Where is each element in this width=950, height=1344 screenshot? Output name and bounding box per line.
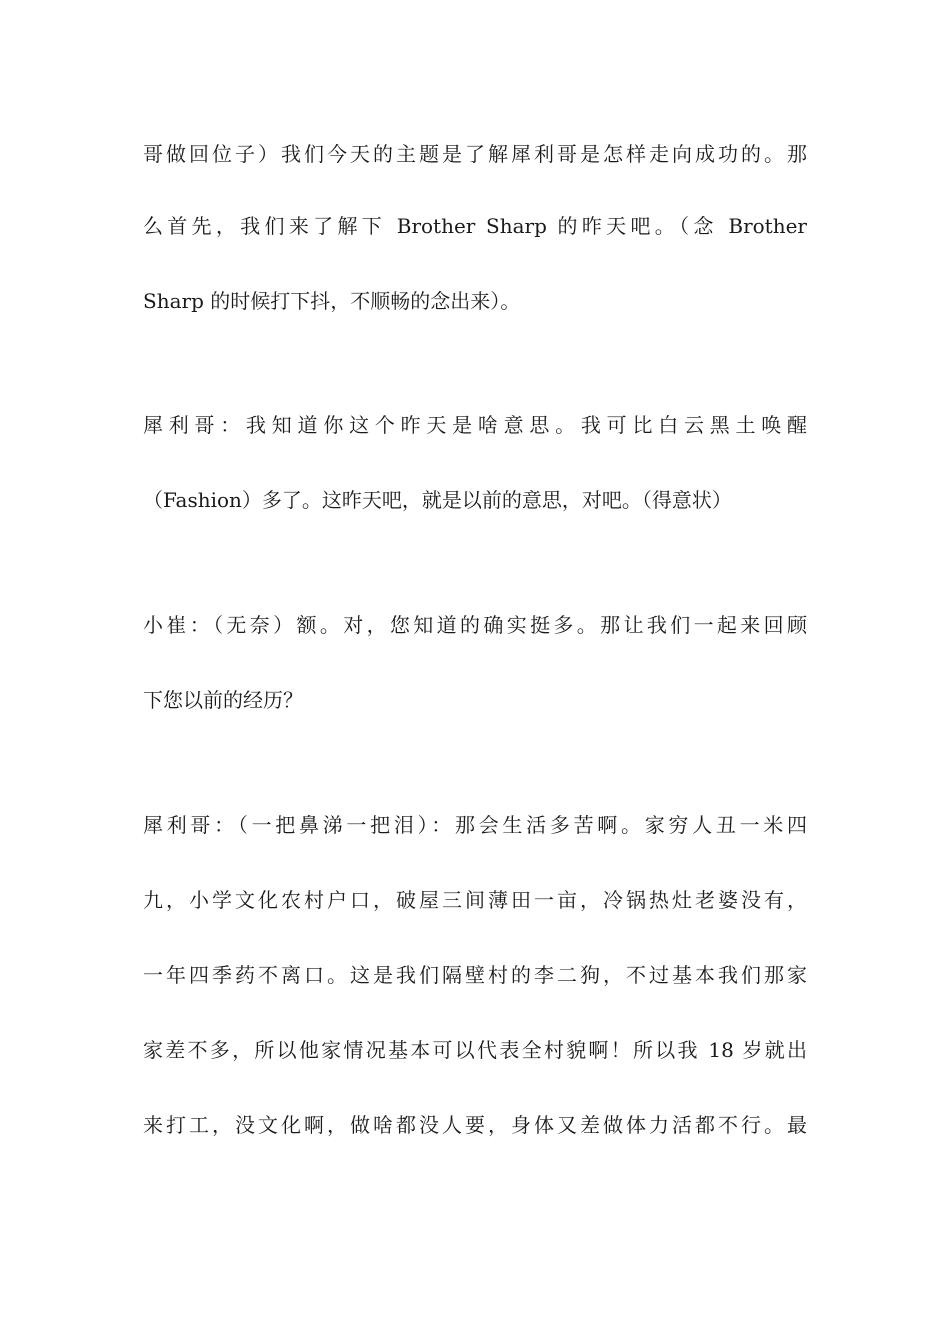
paragraph-2-line-1: 犀利哥：我知道你这个昨天是啥意思。我可比白云黑土唤醒 bbox=[143, 413, 807, 437]
paragraph-2-line-2: （Fashion）多了。这昨天吧，就是以前的意思，对吧。（得意状） bbox=[143, 488, 732, 512]
paragraph-3-line-2: 下您以前的经历？ bbox=[143, 688, 303, 712]
paragraph-4-line-1: 犀利哥：（一把鼻涕一把泪）：那会生活多苦啊。家穷人丑一米四 bbox=[143, 813, 807, 837]
paragraph-4-line-4: 家差不多，所以他家情况基本可以代表全村貌啊！所以我 18 岁就出 bbox=[143, 1038, 807, 1062]
paragraph-1-line-2: 么首先，我们来了解下 Brother Sharp 的昨天吧。（念 Brother bbox=[143, 214, 807, 238]
paragraph-3-line-1: 小崔：（无奈）额。对，您知道的确实挺多。那让我们一起来回顾 bbox=[143, 613, 807, 637]
paragraph-1-line-3: Sharp 的时候打下抖，不顺畅的念出来）。 bbox=[143, 289, 521, 313]
paragraph-4-line-2: 九，小学文化农村户口，破屋三间薄田一亩，冷锅热灶老婆没有， bbox=[143, 888, 807, 912]
paragraph-4-line-5: 来打工，没文化啊，做啥都没人要，身体又差做体力活都不行。最 bbox=[143, 1113, 807, 1137]
paragraph-4-line-3: 一年四季药不离口。这是我们隔壁村的李二狗，不过基本我们那家 bbox=[143, 963, 807, 987]
paragraph-1-line-1: 哥做回位子）我们今天的主题是了解犀利哥是怎样走向成功的。那 bbox=[143, 142, 807, 166]
